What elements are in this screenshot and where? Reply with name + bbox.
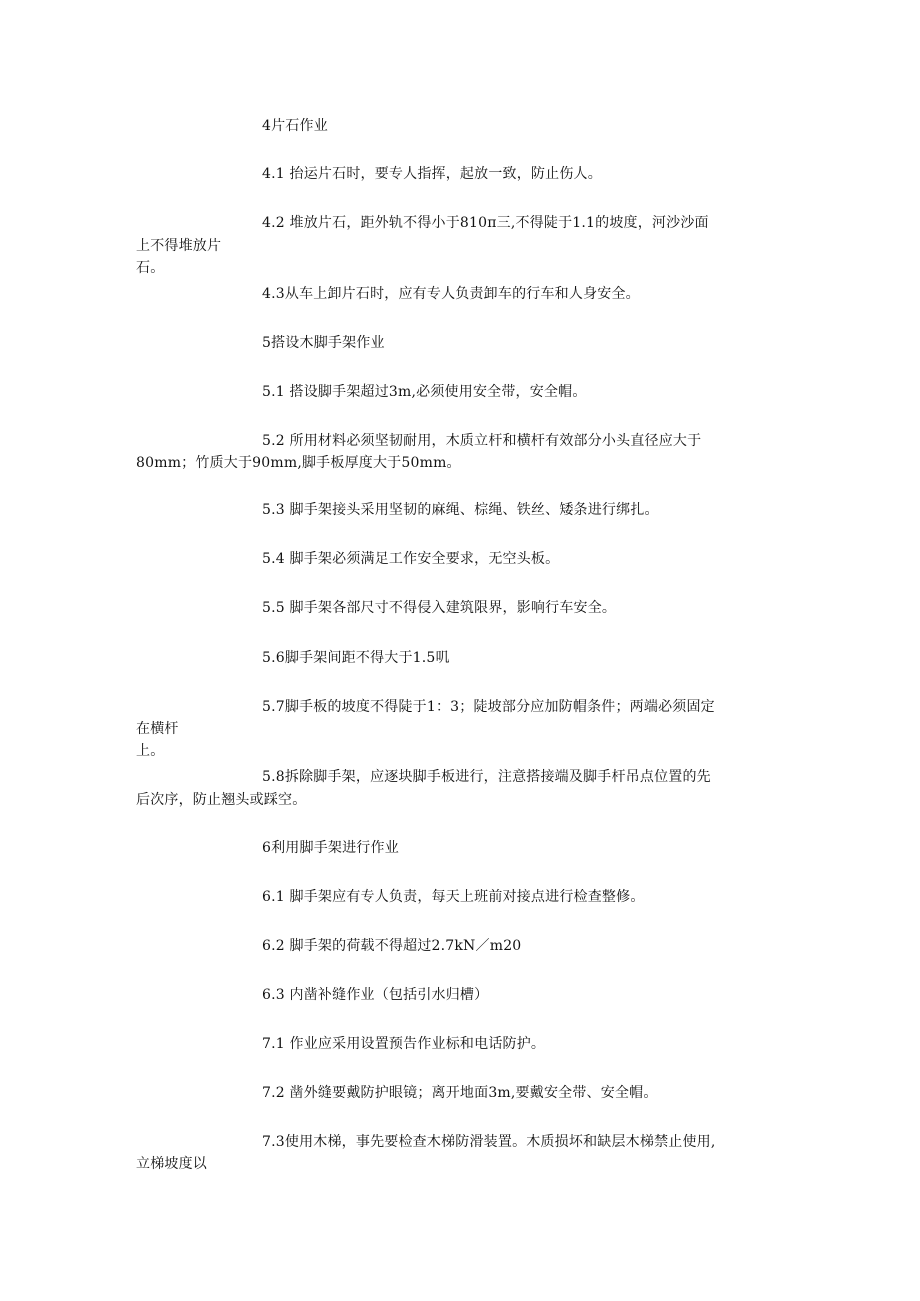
paragraph-7-3-line-2: 立梯坡度以 [136,1156,207,1172]
section-4-heading: 4片石作业 [262,118,328,134]
paragraph-6-2: 6.2 脚手架的荷载不得超过2.7kN／m20 [262,938,522,954]
paragraph-5-7-line-3: 上。 [136,743,165,759]
paragraph-5-3: 5.3 脚手架接头采用坚韧的麻绳、棕绳、铁丝、矮条进行绑扎。 [262,502,659,518]
paragraph-5-8-line-1: 5.8拆除脚手架，应逐块脚手板进行，注意搭接端及脚手杆吊点位置的先 [262,769,711,785]
paragraph-4-2-line-3: 石。 [136,260,165,276]
section-6-heading: 6利用脚手架进行作业 [262,840,399,856]
paragraph-6-3: 6.3 内凿补缝作业（包括引水归槽） [262,987,489,1003]
paragraph-4-2-line-2: 上不得堆放片 [136,238,222,254]
paragraph-5-2-line-1: 5.2 所用材料必须坚韧耐用，木质立杆和横杆有效部分小头直径应大于 [262,433,702,449]
paragraph-5-8-line-2: 后次序，防止翘头或踩空。 [136,792,307,808]
paragraph-5-5: 5.5 脚手架各部尺寸不得侵入建筑限界，影响行车安全。 [262,600,617,616]
paragraph-7-2: 7.2 凿外缝要戴防护眼镜；离开地面3m,要戴安全带、安全帽。 [262,1085,658,1101]
paragraph-4-1: 4.1 抬运片石时，要专人指挥，起放一致，防止伤人。 [262,166,602,182]
paragraph-5-4: 5.4 脚手架必须满足工作安全要求，无空头板。 [262,551,560,567]
paragraph-7-1: 7.1 作业应采用设置预告作业标和电话防护。 [262,1036,546,1052]
paragraph-5-7-line-1: 5.7脚手板的坡度不得陡于1：3；陡坡部分应加防帽条件；两端必须固定 [262,699,715,715]
paragraph-6-1: 6.1 脚手架应有专人负责，每天上班前对接点进行检查整修。 [262,889,645,905]
paragraph-4-2-line-1: 4.2 堆放片石，距外轨不得小于810π三,不得陡于1.1的坡度，河沙沙面 [262,215,709,231]
paragraph-4-3: 4.3从车上卸片石时，应有专人负责卸车的行车和人身安全。 [262,286,640,302]
paragraph-5-6: 5.6脚手架间距不得大于1.5叽 [262,650,450,666]
paragraph-5-7-line-2: 在横杆 [136,721,179,737]
paragraph-5-1: 5.1 搭设脚手架超过3m,必须使用安全带，安全帽。 [262,384,587,400]
paragraph-5-2-line-2: 80mm；竹质大于90mm,脚手板厚度大于50mm。 [136,455,461,471]
paragraph-7-3-line-1: 7.3使用木梯，事先要检查木梯防滑装置。木质损坏和缺层木梯禁止使用, [262,1134,716,1150]
section-5-heading: 5搭设木脚手架作业 [262,335,385,351]
